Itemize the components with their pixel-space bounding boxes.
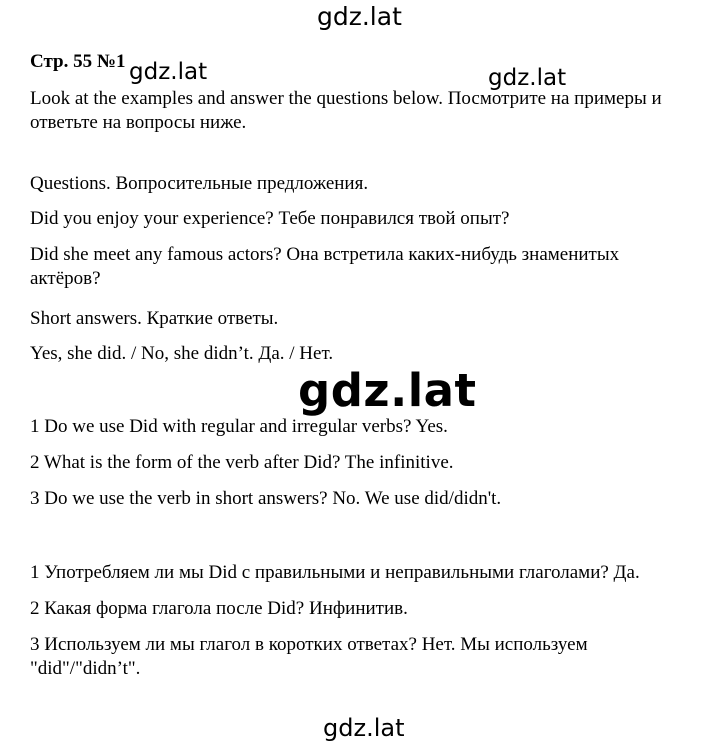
short-answers-title: Short answers. Краткие ответы. [30, 308, 279, 329]
answer-en-2: 2 What is the form of the verb after Did? The infinitive. [30, 452, 454, 473]
watermark-center: gdz.lat [298, 364, 477, 417]
answer-en-3: 3 Do we use the verb in short answers? No. We use did/didn't. [30, 488, 502, 509]
answer-ru-3: 3 Используем ли мы глагол в коротких ответах? Нет. Мы используем "did"/"didn’t". [30, 634, 588, 679]
answer-en-1: 1 Do we use Did with regular and irregular verbs? Yes. [30, 416, 448, 437]
watermark-left: gdz.lat [129, 59, 208, 85]
page-heading: Стр. 55 №1 [30, 51, 126, 72]
answer-ru-2: 2 Какая форма глагола после Did? Инфинитив. [30, 598, 408, 619]
example-question-2: Did she meet any famous actors? Она встретила каких-нибудь знаменитых актёров? [30, 244, 620, 289]
short-answers-example: Yes, she did. / No, she didn’t. Да. / Нет. [30, 343, 334, 364]
watermark-bottom: gdz.lat [323, 714, 405, 742]
answer-ru-1: 1 Употребляем ли мы Did с правильными и неправильными глаголами? Да. [30, 562, 640, 583]
example-question-1: Did you enjoy your experience? Тебе понравился твой опыт? [30, 208, 510, 229]
watermark-right: gdz.lat [488, 65, 567, 91]
intro-paragraph: Look at the examples and answer the questions below. Посмотрите на примеры и ответьте на вопросы ниже. [30, 88, 662, 133]
watermark-top: gdz.lat [317, 2, 402, 31]
questions-title: Questions. Вопросительные предложения. [30, 173, 369, 194]
